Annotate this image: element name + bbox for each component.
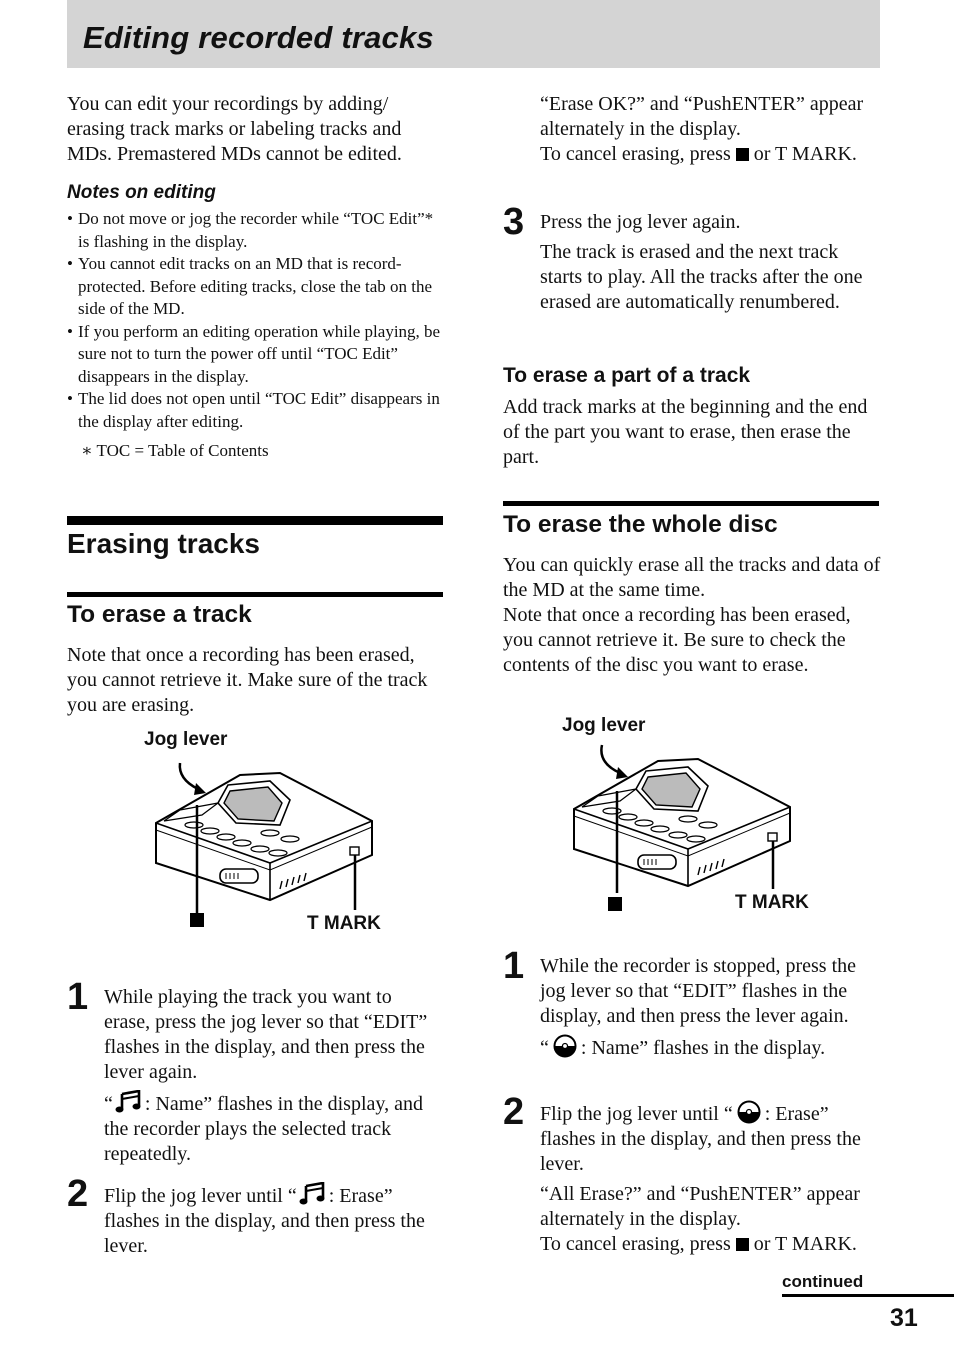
step-number: 1	[503, 945, 525, 987]
note-item: • If you perform an editing operation while playing, be sure not to turn the power off until “TOC Edit” disappears in the display.	[67, 321, 447, 389]
step-number: 3	[503, 201, 525, 243]
track-note-icon	[115, 1090, 143, 1114]
page-number: 31	[890, 1304, 918, 1332]
continued-label: continued	[782, 1272, 864, 1291]
jog-lever-label: Jog lever	[144, 729, 228, 750]
t-mark-label: T MARK	[307, 913, 381, 934]
section-rule	[67, 516, 443, 525]
erase-disc-paragraph: You can quickly erase all the tracks and data of the MD at the same time. Note that once a recording has been erased, you cannot retrieve it. Be sure to check the contents of the disc you want to erase.	[503, 554, 881, 676]
subsection-title-erase-track: To erase a track	[67, 601, 252, 628]
subsection-rule	[67, 592, 443, 597]
continued-rule	[782, 1294, 954, 1297]
jog-lever-label: Jog lever	[562, 715, 646, 736]
notes-list	[67, 208, 447, 433]
section-title-erasing: Erasing tracks	[67, 528, 260, 559]
md-recorder-illustration	[568, 741, 808, 906]
stop-button-marker	[608, 897, 622, 911]
step-2-result: “Erase OK?” and “PushENTER” appear alternately in the display. To cancel erasing, press or T MARK.	[540, 92, 880, 167]
step-text: Press the jog lever again.	[540, 211, 741, 233]
cancel-instruction: To cancel erasing, press or T MARK.	[540, 1233, 857, 1255]
track-note-icon	[299, 1182, 327, 1206]
stop-button-marker	[190, 913, 204, 927]
stop-square-icon	[736, 148, 749, 161]
step-result: “All Erase?” and “PushENTER” appear alternately in the display.	[540, 1183, 860, 1230]
footnote: ∗ TOC = Table of Contents	[81, 441, 269, 460]
subsection-rule	[503, 501, 879, 506]
disc-icon	[735, 1100, 763, 1124]
notes-section	[67, 182, 447, 461]
disc-icon	[551, 1034, 579, 1058]
erase-part-paragraph: Add track marks at the beginning and the end of the part you want to erase, then erase the part.	[503, 396, 868, 468]
notes-title: Notes on editing	[67, 182, 216, 203]
step-number: 2	[67, 1173, 89, 1215]
step-text: While the recorder is stopped, press the jog lever so that “EDIT” flashes in the display, and then press the lever again.	[540, 955, 857, 1027]
md-recorder-illustration	[150, 755, 390, 920]
step-text: While playing the track you want to erase, press the jog lever so that “EDIT” flashes in the display, and then press the lever again.	[104, 986, 428, 1083]
note-item: • You cannot edit tracks on an MD that is record-protected. Before editing tracks, close the tab on the side of the MD.	[67, 253, 447, 321]
note-item: • The lid does not open until “TOC Edit” disappears in the display after editing.	[67, 388, 447, 433]
t-mark-label: T MARK	[735, 892, 809, 913]
subsection-title-erase-part: To erase a part of a track	[503, 364, 751, 387]
erase-track-paragraph: Note that once a recording has been erased, you cannot retrieve it. Make sure of the track you are erasing.	[67, 644, 428, 716]
step-text: Flip the jog lever until “ : Erase” flashes in the display, and then press the lever.	[540, 1100, 880, 1177]
subsection-title-erase-disc: To erase the whole disc	[503, 511, 778, 538]
title-banner	[67, 0, 880, 68]
step-result: “ : Name” flashes in the display, and the recorder plays the selected track repeatedly.	[104, 1090, 434, 1167]
step-number: 2	[503, 1091, 525, 1133]
stop-square-icon	[736, 1238, 749, 1251]
page-title: Editing recorded tracks	[83, 20, 434, 55]
note-item: • Do not move or jog the recorder while “TOC Edit”* is flashing in the display.	[67, 208, 447, 253]
cancel-instruction: To cancel erasing, press or T MARK.	[540, 143, 857, 165]
step-result: “ : Name” flashes in the display.	[540, 1034, 880, 1061]
intro-paragraph: You can edit your recordings by adding/ erasing track marks or labeling tracks and MDs. Premastered MDs cannot be edited.	[67, 93, 402, 165]
step-result: The track is erased and the next track starts to play. All the tracks after the one erased are automatically renumbered.	[540, 241, 863, 313]
step-number: 1	[67, 976, 89, 1018]
